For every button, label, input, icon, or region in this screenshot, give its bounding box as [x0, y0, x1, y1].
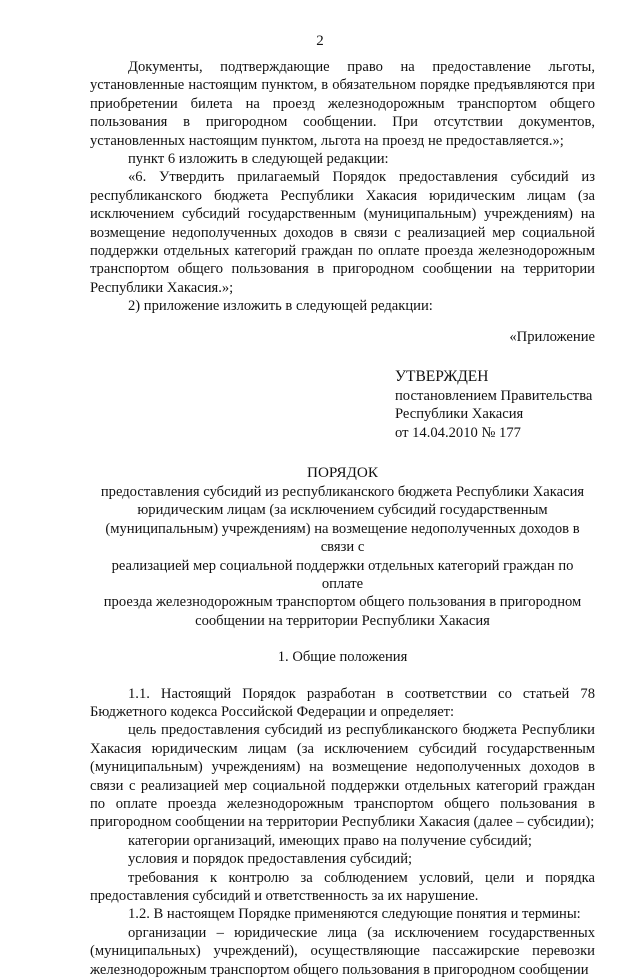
order-title-line: проезда железнодорожным транспортом общего пользования в пригородном	[103, 594, 582, 611]
document-body	[90, 58, 595, 979]
order-title-line: реализацией мер социальной поддержки отдельных категорий граждан по оплате	[111, 557, 574, 592]
appendix-label: «Приложение	[509, 328, 595, 345]
order-title-line: сообщении на территории Республики Хакасия	[195, 612, 490, 629]
section-heading: 1. Общие положения	[277, 649, 408, 666]
paragraph-point-6-intro: пункт 6 изложить в следующей редакции:	[128, 151, 389, 168]
approval-heading: УТВЕРЖДЕН	[395, 368, 489, 386]
paragraph-appendix-intro: 2) приложение изложить в следующей редакции:	[128, 298, 433, 315]
paragraph-1-1-categories: категории организаций, имеющих право на получение субсидий;	[128, 832, 532, 849]
paragraph-1-2-organizations: организации – юридические лица (за исключением государственных (муниципальных) учреждений), осуществляющие пассажирские перевозки железнодорожным транспортом общего пользования в пригородном сообщении	[90, 924, 595, 978]
approval-line: постановлением Правительства	[395, 387, 593, 404]
paragraph-1-1-purpose: цель предоставления субсидий из республиканского бюджета Республики Хакасия юридическим лицам (за исключением субсидий государственным (муниципальным) учреждениям) на возмещение недополученных доходов в связи с реализацией мер социальной поддержки отдельных категорий граждан по оплате проезда железнодорожным транспортом общего пользования в пригородном сообщении на территории Республики Хакасия (далее – субсидии);	[90, 722, 595, 831]
paragraph-1-1-conditions: условия и порядок предоставления субсидий;	[128, 851, 413, 868]
paragraph-point-6-text: «6. Утвердить прилагаемый Порядок предоставления субсидий из республиканского бюджета Республики Хакасия юридическим лицам (за исключением субсидий государственным (муниципальным) учреждениям) на возмещение недополученных доходов в связи с реализацией мер социальной поддержки отдельных категорий граждан по оплате проезда железнодорожным транспортом общего пользования в пригородном сообщении на территории Республики Хакасия.»;	[90, 169, 595, 296]
approval-date: от 14.04.2010 № 177	[395, 424, 521, 441]
paragraph-1-1-control: требования к контролю за соблюдением условий, цели и порядка предоставления субсидий и ответственность за их нарушение.	[90, 869, 595, 904]
paragraph-documents-requirement: Документы, подтверждающие право на предоставление льготы, установленные настоящим пунктом, в обязательном порядке предъявляются при приобретении билета на проезд железнодорожным транспортом общего пользования в пригородном сообщении. При отсутствии документов, установленных настоящим пунктом, льгота на проезд не предоставляется.»;	[90, 59, 595, 149]
order-title-line: юридическим лицам (за исключением субсидий государственным	[137, 502, 548, 519]
paragraph-1-1: 1.1. Настоящий Порядок разработан в соответствии со статьей 78 Бюджетного кодекса Российской Федерации и определяет:	[90, 685, 595, 720]
approval-line: Республики Хакасия	[395, 406, 524, 423]
order-title-line: предоставления субсидий из республиканского бюджета Республики Хакасия	[100, 483, 585, 500]
paragraph-1-2: 1.2. В настоящем Порядке применяются следующие понятия и термины:	[128, 906, 581, 923]
page-number: 2	[316, 33, 324, 49]
order-title-line: (муниципальным) учреждениям) на возмещение недополученных доходов в связи с	[105, 520, 580, 556]
approval-block	[395, 368, 595, 442]
order-title	[90, 464, 595, 630]
order-title-heading: ПОРЯДОК	[306, 464, 378, 482]
